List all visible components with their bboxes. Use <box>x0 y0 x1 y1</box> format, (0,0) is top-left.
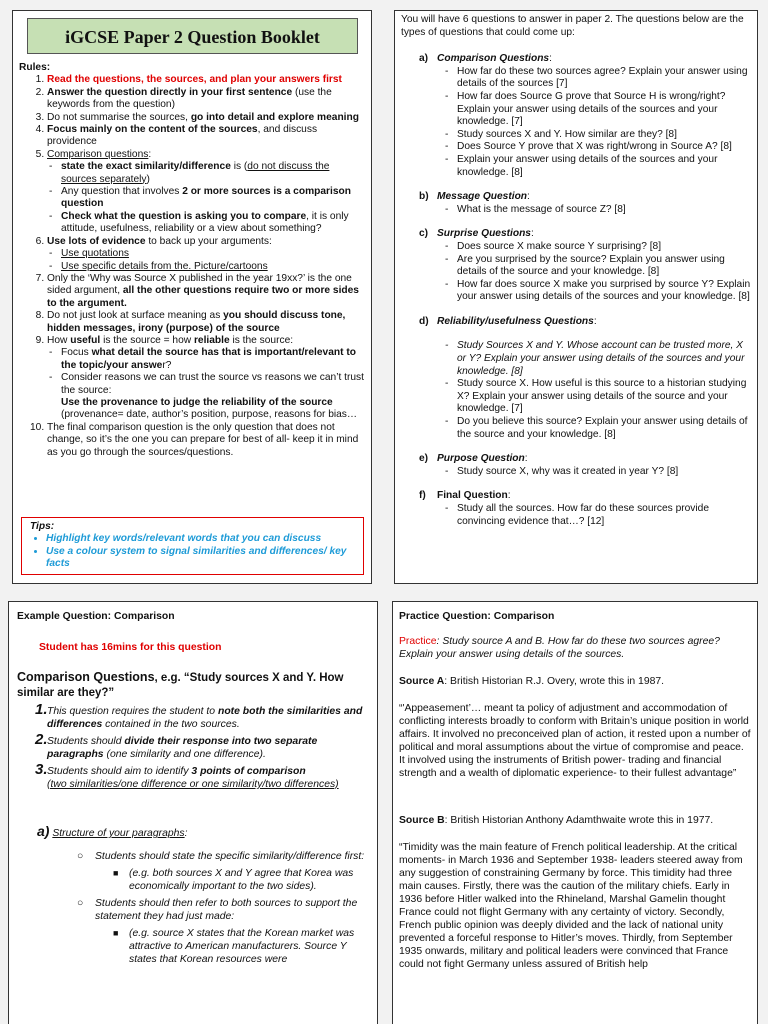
point-text: This question requires the student to <box>47 706 218 717</box>
rule-text: r? <box>162 359 172 371</box>
rule-text: Focus mainly on the content of the sources <box>47 124 258 136</box>
question-item: - How far does Source G prove that Source H is wrong/right? Explain your answer using details of the sources and your knowledge. [7] <box>457 91 751 129</box>
question-item: - Does Source Y prove that X was right/wrong in Source A? [8] <box>457 141 751 154</box>
rule-item <box>47 310 367 335</box>
source-label: Source B <box>399 815 445 826</box>
rule-text: reliable <box>193 334 230 346</box>
source-caption: : British Historian R.J. Overy, wrote this in 1987. <box>444 676 665 687</box>
rule-text: How <box>47 334 71 346</box>
point-item <box>17 761 372 791</box>
rule-text: Consider reasons we can trust the source vs reasons we can’t trust the source: <box>61 372 364 396</box>
section-title: Purpose Question <box>437 453 525 465</box>
question-item: - Does source X make source Y surprising? [8] <box>457 241 751 254</box>
rule-text: Comparison questions <box>47 148 149 160</box>
question-item: - Are you surprised by the source? Explain you answer using details of the source and your knowledge. [8] <box>457 254 751 279</box>
section-letter: b) <box>419 191 429 203</box>
rule-text: Use the provenance to judge the reliability of the source <box>61 396 333 408</box>
question-item: - What is the message of source Z? [8] <box>457 204 751 217</box>
example-content <box>17 610 372 966</box>
rule-text: is ( <box>230 161 248 173</box>
tips-list <box>30 533 355 570</box>
rule-text: , it is only attitude, usefulness, reliability or a view about something? <box>61 210 349 235</box>
rule-subitem <box>61 161 367 186</box>
rule-text: Do not summarise the sources, <box>47 111 191 123</box>
rule-subitem <box>61 186 367 211</box>
intro-text: You will have 6 questions to answer in paper 2. The questions below are the types of questions that could come up: <box>401 14 744 38</box>
rule-text: The final comparison question is the only question that does not change, so it’s the one you can prepare for best of all- keep it in mind as you go through the sources/questions. <box>47 421 359 458</box>
rule-text: Any question that involves <box>61 186 183 198</box>
question-item: - Study source X. How useful is this source to a historian studying X? Explain your answer using details of the source and your knowledge. [7] <box>457 378 751 416</box>
rule-sublist <box>47 161 367 235</box>
point-text: (two similarities/one difference or one similarity/two differences) <box>47 779 339 790</box>
section-title: Surprise Questions <box>437 228 531 240</box>
rule-item <box>47 422 367 459</box>
rule-text: do not discuss the sources separately <box>61 161 330 185</box>
question-list <box>443 66 751 179</box>
rule-text: : <box>148 148 152 160</box>
tip-item: • Highlight key words/relevant words that you can discuss <box>46 533 355 545</box>
practice-content <box>399 610 751 971</box>
rule-text: Focus <box>61 347 92 359</box>
source-b-quote: “Timidity was the main feature of French political leadership. At the critical moments- in March 1936 and September 1938- leaders steered away from any suggestion of constraining Germany by force. This timidity had three main causes. Firstly, there was the caution of the military chiefs. Early in 1936 before Hitler walked into the Rhineland, Marshal Gamelin thought France could not flight Germany with any certainty of victory. Secondly, French public opinion was deeply divided and the lack of national unity prevented a forceful response to Hitler’s moves. Thirdly, from September 1935 onwards, military and political leaders were convinced that France could not fight Germany unless assured of British help <box>399 842 743 970</box>
section-letter: a) <box>419 53 429 65</box>
question-list <box>443 241 751 304</box>
structure-colon: : <box>184 828 188 839</box>
rule-item <box>47 149 367 236</box>
rule-item <box>47 335 367 422</box>
question-item: - Study all the sources. How far do these sources provide convincing evidence that…? [12] <box>457 503 751 528</box>
cq-label: Comparison Questions <box>17 670 155 684</box>
practice-text: : Study source A and B. How far do these two sources agree? Explain your answer using details of the sources. <box>399 636 720 660</box>
rule-text: , and discuss providence <box>47 124 318 148</box>
tip-item: • Use a colour system to signal similarities and differences/ key facts <box>46 546 355 571</box>
question-list <box>443 503 751 528</box>
question-item: - How far do these two sources agree? Explain your answer using details of the sources [7] <box>457 66 751 91</box>
rule-text: go into detail and explore meaning <box>190 111 359 123</box>
practice-label: Practice <box>399 636 437 647</box>
rule-text: Only the ‘Why was Source X published in the year 19xx?’ is the one sided argument, <box>47 272 352 297</box>
rule-text: ) <box>146 173 150 185</box>
rule-text: is the source = how <box>100 334 194 346</box>
rules-list <box>19 74 367 459</box>
question-item: - Explain your answer using details of the sources and your knowledge. [8] <box>457 154 751 179</box>
rule-text: is the source: <box>229 334 294 346</box>
point-text: Students should aim to identify <box>47 766 192 777</box>
point-item <box>17 701 372 731</box>
rule-text: 2 or more sources is a comparison question <box>61 186 351 210</box>
rule-text: state the exact similarity/difference <box>61 161 231 173</box>
rule-item <box>47 124 367 149</box>
rules-page <box>12 10 372 584</box>
rule-text: Use quotations <box>61 248 129 260</box>
booklet-title: iGCSE Paper 2 Question Booklet <box>27 18 358 54</box>
section-title: Comparison Questions <box>437 53 550 65</box>
section-letter: c) <box>419 228 429 240</box>
structure-label: Structure of your paragraphs <box>52 828 185 839</box>
tips-heading: Tips: <box>30 521 55 532</box>
rule-sublist <box>47 248 367 273</box>
rule-text: useful <box>70 334 101 346</box>
practice-prompt <box>399 635 751 661</box>
example-question-page <box>8 601 378 1024</box>
question-list <box>443 466 751 479</box>
rule-text: Use specific details from the. Picture/cartoons <box>61 260 268 272</box>
question-list <box>443 204 751 217</box>
point-text: 3 points of comparison <box>191 766 306 777</box>
point-number: 2. <box>35 731 48 748</box>
point-item <box>17 731 372 761</box>
rule-subitem <box>61 372 367 422</box>
section-letter: d) <box>419 315 429 327</box>
question-item: - Study source X, why was it created in year Y? [8] <box>457 466 751 479</box>
rule-sublist <box>47 347 367 421</box>
page-heading: Practice Question: Comparison <box>399 611 555 622</box>
rule-subitem <box>61 248 367 260</box>
comparison-intro <box>17 670 372 701</box>
section-heading: d) Reliability/usefulness Questions: <box>419 315 597 327</box>
question-types-page <box>394 10 758 584</box>
rule-text: Answer the question directly in your first sentence <box>47 86 293 98</box>
structure-letter: a) <box>37 823 50 839</box>
rule-item <box>47 112 367 124</box>
time-note: Student has 16mins for this question <box>39 642 222 653</box>
point-text: Students should <box>47 736 125 747</box>
question-item: - Study sources X and Y. How similar are they? [8] <box>457 129 751 142</box>
rule-text: Read the questions, the sources, and plan your answers first <box>47 74 342 86</box>
rule-text: (use the keywords from the question) <box>47 86 332 111</box>
rule-text: all the other questions require two or more sides to the argument. <box>47 285 359 309</box>
rule-item <box>47 87 367 112</box>
rule-text: (provenance= date, author’s position, purpose, reasons for bias… <box>61 409 358 421</box>
point-number: 1. <box>35 701 48 718</box>
question-types <box>401 14 751 528</box>
section-letter: f) <box>419 490 426 502</box>
tips-box <box>21 517 364 575</box>
rule-subitem <box>61 211 367 236</box>
page-heading: Example Question: Comparison <box>17 611 175 622</box>
source-a-quote: “'Appeasement’… meant ta policy of adjustment and accommodation of conflicting interests broadly to conform with Britain’s unique position in world affairs. It involved no preconceived plan of action, it rested upon a number of political and moral assumptions about the virtue of compromise and peace. It involved using the instruments of British power- trading and financial strength and a wealth of diplomatic experience- to their fullest advantage” <box>399 703 751 779</box>
section-heading: a) Comparison Questions: <box>419 53 552 65</box>
source-label: Source A <box>399 676 445 687</box>
source-b-caption <box>399 814 751 827</box>
practice-question-page <box>392 601 758 1024</box>
structure-subitem: ■ (e.g. both sources X and Y agree that Korea was economically important to the two sides). <box>17 867 372 893</box>
rule-text: you should discuss tone, hidden messages, irony (purpose) of the source <box>47 310 346 334</box>
rules-section <box>19 62 367 459</box>
rule-subitem <box>61 261 367 273</box>
structure-subitem: ■ (e.g. source X states that the Korean market was attractive to American manufacturers. Source Y states that Korean resources were <box>17 927 372 966</box>
rule-text: what detail the source has that is important/relevant to the topic/your answe <box>61 347 356 371</box>
question-list <box>443 340 751 441</box>
rule-item <box>47 273 367 310</box>
rule-text: Do not just look at surface meaning as <box>47 310 224 322</box>
section-heading: f) Final Question: <box>419 490 511 502</box>
section-title: Final Question <box>437 490 508 502</box>
rule-item <box>47 236 367 273</box>
section-heading: b) Message Question: <box>419 191 530 203</box>
question-item: - How far does source X make you surprised by source Y? Explain your answer using details of the sources and your knowledge. [8] <box>457 279 751 304</box>
structure-item: ○ Students should then refer to both sources to support the statement they had just made: <box>17 897 372 923</box>
question-item: - Do you believe this source? Explain your answer using details of the source and your knowledge. [8] <box>457 416 751 441</box>
question-item: - Study Sources X and Y. Whose account can be trusted more, X or Y? Explain your answer using details of the sources and your knowledge. [8] <box>457 340 751 378</box>
structure-heading <box>37 825 372 840</box>
cq-example: , e.g. “Study sources X and Y. How similar are they?” <box>17 672 344 699</box>
section-heading: e) Purpose Question: <box>419 453 528 465</box>
point-number: 3. <box>35 761 48 778</box>
source-a-caption <box>399 675 751 688</box>
rule-text: Use lots of evidence <box>47 235 146 247</box>
section-heading: c) Surprise Questions: <box>419 228 534 240</box>
section-letter: e) <box>419 453 429 465</box>
point-text: (one similarity and one difference). <box>103 749 266 760</box>
source-caption: : British Historian Anthony Adamthwaite wrote this in 1977. <box>444 815 714 826</box>
rule-text: to back up your arguments: <box>145 235 272 247</box>
structure-item: ○ Students should state the specific similarity/difference first: <box>17 850 372 863</box>
point-text: contained in the two sources. <box>102 719 240 730</box>
rules-heading: Rules: <box>19 62 51 73</box>
point-text: note both the similarities and differences <box>47 706 363 730</box>
section-title: Message Question <box>437 191 528 203</box>
section-title: Reliability/usefulness Questions <box>437 315 594 327</box>
point-text: divide their response into two separate paragraphs <box>47 736 318 760</box>
rule-text: Check what the question is asking you to compare <box>61 210 307 222</box>
rule-item <box>47 74 367 86</box>
rule-subitem <box>61 347 367 372</box>
